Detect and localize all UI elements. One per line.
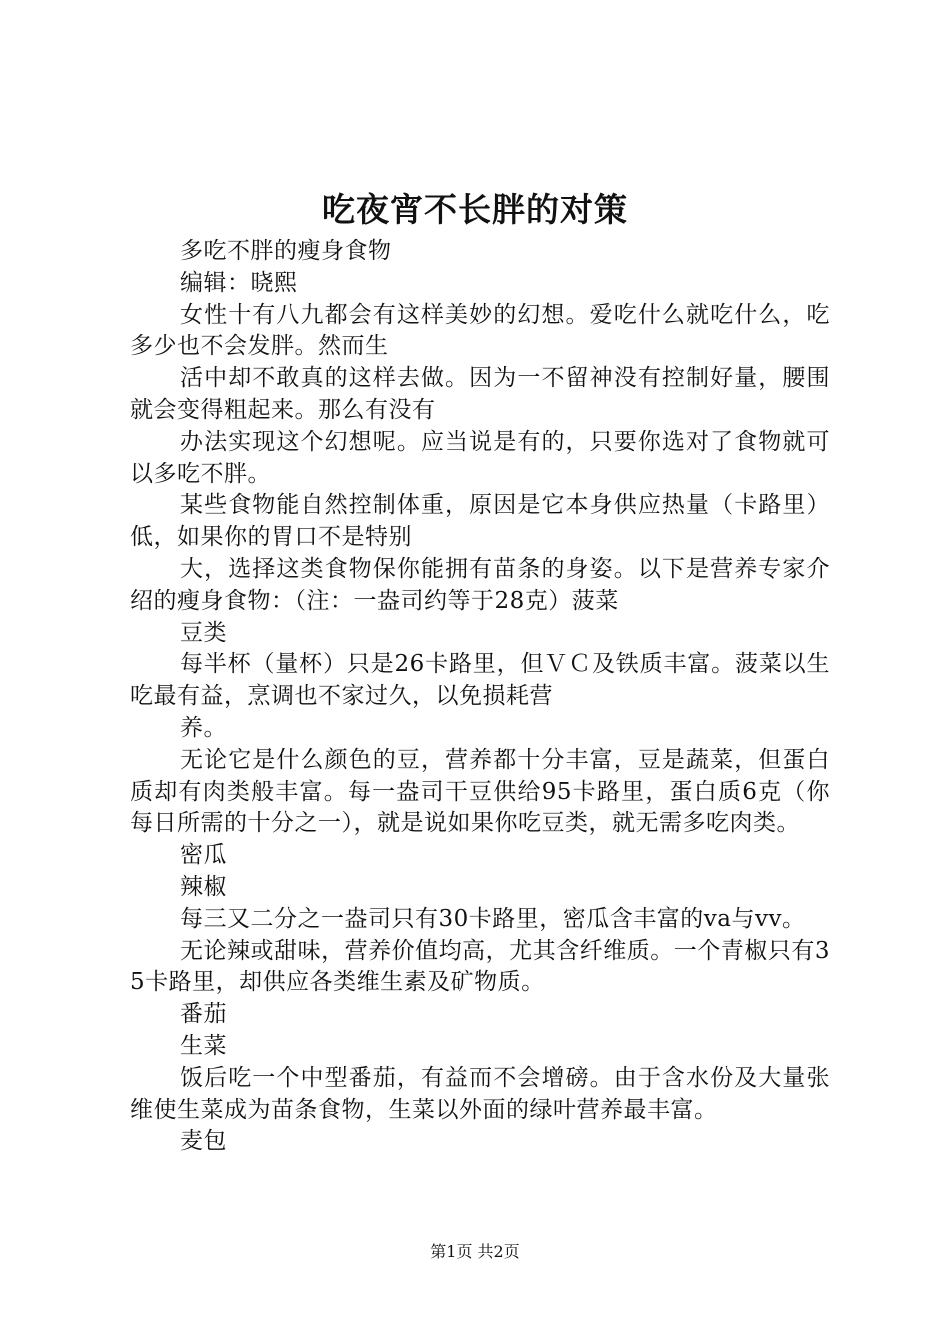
paragraph: 番茄 [180,1001,227,1028]
paragraph: 麦包 [180,1128,227,1155]
document-body [130,236,830,1158]
paragraph: 大，选择这类食物保你能拥有苗条的身姿。以下是营养专家介绍的瘦身食物：（注：一盎司约等于28克）菠菜 [130,555,830,614]
paragraph: 编辑：晓熙 [180,269,298,296]
paragraph: 每半杯（量杯）只是26卡路里，但ＶＣ及铁质丰富。菠菜以生吃最有益，烹调也不家过久，以免损耗营 [130,651,830,710]
paragraph: 多吃不胖的瘦身食物 [180,238,392,264]
paragraph: 某些食物能自然控制体重，原因是它本身供应热量（卡路里）低，如果你的胃口不是特别 [130,492,830,551]
paragraph: 养。 [180,714,227,741]
paragraph: 每三又二分之一盎司只有30卡路里，密瓜含丰富的va与vv。 [180,905,806,932]
paragraph: 豆类 [180,619,227,646]
paragraph: 无论辣或甜味，营养价值均高，尤其含纤维质。一个青椒只有35卡路里，却供应各类维生素及矿物质。 [130,937,830,996]
document-title: 吃夜宵不长胖的对策 [322,190,628,229]
paragraph: 活中却不敢真的这样去做。因为一不留神没有控制好量，腰围就会变得粗起来。那么有没有 [130,365,830,423]
paragraph: 女性十有八九都会有这样美妙的幻想。爱吃什么就吃什么，吃多少也不会发胖。然而生 [130,301,830,360]
paragraph: 饭后吃一个中型番茄，有益而不会增磅。由于含水份及大量张维使生菜成为苗条食物，生菜以外面的绿叶营养最丰富。 [130,1064,830,1123]
paragraph: 密瓜 [180,842,227,869]
page-footer: 第1页 共2页 [430,1242,520,1261]
paragraph: 辣椒 [180,873,227,900]
paragraph: 无论它是什么颜色的豆，营养都十分丰富，豆是蔬菜，但蛋白质却有肉类般丰富。每一盎司干豆供给95卡路里，蛋白质6克（你每日所需的十分之一），就是说如果你吃豆类，就无需多吃肉类。 [130,746,830,837]
paragraph: 办法实现这个幻想呢。应当说是有的，只要你选对了食物就可以多吃不胖。 [130,428,830,487]
paragraph: 生菜 [180,1032,227,1059]
